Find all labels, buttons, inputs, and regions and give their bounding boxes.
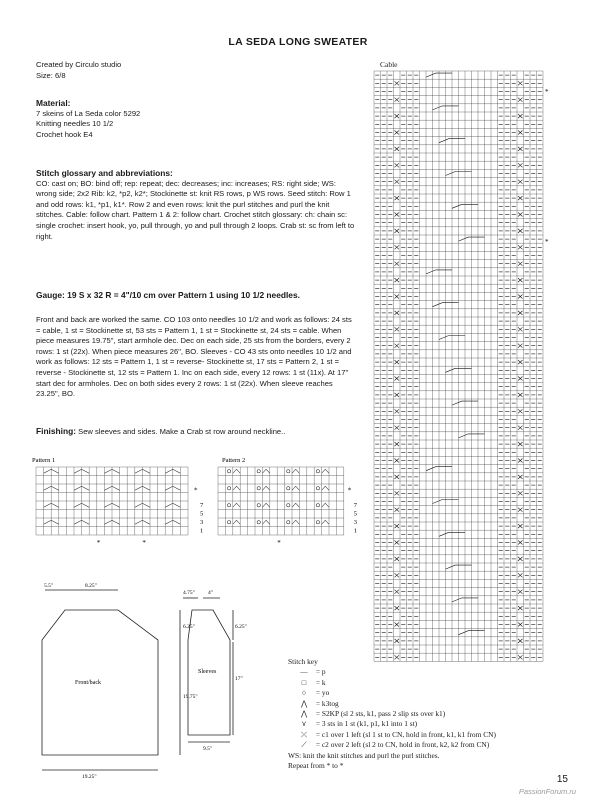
material-section [36, 98, 358, 140]
yarn-over-symbol-icon: ○ [301, 688, 307, 698]
cable-grid [374, 71, 543, 661]
purl-symbol-icon: — [300, 667, 308, 677]
gauge-text: Gauge: 19 S x 32 R = 4"/10 cm over Pattern 1 using 10 1/2 needles. [36, 290, 300, 300]
ws-note: WS: knit the knit stitches and purl the purl stitches. [288, 750, 440, 760]
size-line: Size: 6/8 [36, 70, 66, 80]
row-number: 3 [353, 519, 358, 526]
repeat-marker: * [545, 238, 549, 246]
repeat-marker: * [347, 486, 352, 495]
row-number: 1 [353, 527, 358, 535]
sleeve-label: Sleeves [198, 669, 217, 675]
instructions-section [36, 315, 358, 400]
knit-symbol-icon: □ [301, 677, 307, 687]
pattern2-stitch-marks [228, 469, 330, 524]
row-number: 5 [353, 510, 358, 518]
stitch-key-item: ⋎ = 3 sts in 1 st (k1, p1, k1 into 1 st) [288, 719, 496, 729]
row-number: 1 [200, 527, 204, 535]
stitch-key-item: ⋀ = k3tog [288, 699, 496, 709]
page-number: 15 [556, 774, 568, 785]
row-number: 5 [200, 510, 204, 518]
front-back-schematic [42, 590, 180, 770]
stitch-key-item: — = p [288, 667, 496, 677]
sleeve-cap-measure: 6.25" [235, 624, 247, 630]
three-in-one-symbol-icon: ⋎ [301, 719, 307, 729]
stitch-key-heading: Stitch key [288, 657, 318, 666]
s2kp-symbol-icon: ⋀ [300, 709, 308, 719]
material-line: Crochet hook E4 [36, 129, 93, 139]
stitch-key-item: □ = k [288, 678, 496, 688]
repeat-marker: * [96, 539, 101, 547]
front-top-mid-measure: 8.25" [85, 583, 97, 589]
glossary-section [36, 168, 358, 242]
stitch-key-item: ○ = yo [288, 688, 496, 698]
repeat-marker: * [142, 539, 146, 547]
cable-chart-label: Cable [380, 60, 398, 69]
c2-over-2-symbol-icon: ⟋ [301, 740, 307, 750]
repeat-marker: * [277, 539, 281, 547]
stitch-key [288, 657, 496, 771]
c1-over-1-symbol-icon: ⤫ [301, 729, 307, 739]
stitch-key-item: ⟋ = c2 over 2 left (sl 2 to CN, hold in front, k2, k2 from CN) [288, 740, 496, 750]
front-width-measure: 19.25" [82, 774, 97, 780]
glossary-text: CO: cast on; BO: bind off; rep: repeat; dec: decreases; inc: increases; RS: right side; WS: wrong side; 2x2 Rib: k2, *p2, k2*; Stockinette st: knit RS rows, p WS rows. Seed stitch: Row 1 and odd rows: k1, *p1, k1*. Row 2 and even rows: knit the purl stitches and purl the knit stitches. Cable: follow chart. Pattern 1 & 2: follow chart. Crochet stitch glossary: ch: chain sc: single crochet: insert hook, yo, pull through, yo and pull through 2 loops. Crab st: sc from left to right. [36, 178, 355, 241]
k3tog-symbol-icon: ⋀ [300, 698, 308, 708]
material-line: 7 skeins of La Seda color 5292 [36, 108, 141, 118]
row-number: 7 [200, 502, 204, 509]
front-back-label: Front/back [75, 680, 101, 686]
garment-schematic [30, 580, 280, 790]
pattern1-grid [36, 467, 188, 535]
front-armhole-measure: 6.25" [183, 624, 195, 630]
finishing-label: Finishing: [36, 426, 77, 436]
front-body-measure: 19.75" [183, 694, 198, 700]
glossary-heading: Stitch glossary and abbreviations: [36, 168, 173, 178]
repeat-marker: * [545, 88, 549, 96]
row-number: 7 [353, 502, 358, 509]
repeat-note: Repeat from * to * [288, 761, 344, 771]
material-heading: Material: [36, 98, 71, 108]
repeat-marker: * [194, 486, 198, 495]
pattern1-label: Pattern 1 [32, 457, 56, 464]
pattern1-chart [28, 452, 204, 562]
instructions-text: Front and back are worked the same. CO 103 onto needles 10 1/2 and work as follows: 24 sts = cable, 1 st = Stockinette st, 53 sts = Pattern 1, 1 st = Stockinette st, 24 sts = cable. When piece measures 19.75", start armhole dec. Dec on each side, 25 sts from the borders, every 2 rows: 1 st (22x). When piece measures 26", BO. Sleeves - CO 43 sts onto needles 10 1/2 and work as follows: 12 sts = Pattern 1, 1 st = reverse- Stockinette st, 17 sts = Pattern 2, 1 st = reverse - Stockinette st, 12 sts = Pattern 1. Inc on each side, every 12 rows: 1 st (11x). At 17" start dec for armholes. Dec on both sides every 2 rows: 1 st (22x). When sleeve reaches 23.25", BO. [36, 315, 352, 399]
front-top-left-measure: 5.5" [44, 583, 54, 589]
credits-line: Created by Circulo studio [36, 60, 122, 69]
sleeve-length-measure: 17" [235, 676, 243, 682]
sleeve-top-left-measure: 4.75" [183, 590, 195, 596]
sleeve-top-right-measure: 4" [208, 590, 213, 596]
row-number: 3 [200, 519, 204, 526]
sleeve-cuff-measure: 9.5" [203, 746, 213, 752]
gauge-section [36, 290, 358, 301]
pattern2-chart [214, 452, 364, 562]
pattern2-label: Pattern 2 [222, 457, 246, 464]
stitch-key-item: ⤫ = c1 over 1 left (sl 1 st to CN, hold in front, k1, k1 from CN) [288, 730, 496, 740]
page-title: LA SEDA LONG SWEATER [228, 36, 368, 48]
intro-block [36, 60, 358, 81]
material-line: Knitting needles 10 1/2 [36, 119, 114, 129]
stitch-key-item: ⋀ = S2KP (sl 2 sts, k1, pass 2 slip sts over k1) [288, 709, 496, 719]
pattern2-grid [218, 467, 344, 535]
finishing-section [36, 426, 358, 438]
watermark: PassionForum.ru [518, 787, 576, 796]
cable-chart [372, 69, 558, 665]
finishing-text: Sew sleeves and sides. Make a Crab st row around neckline.. [76, 427, 286, 436]
